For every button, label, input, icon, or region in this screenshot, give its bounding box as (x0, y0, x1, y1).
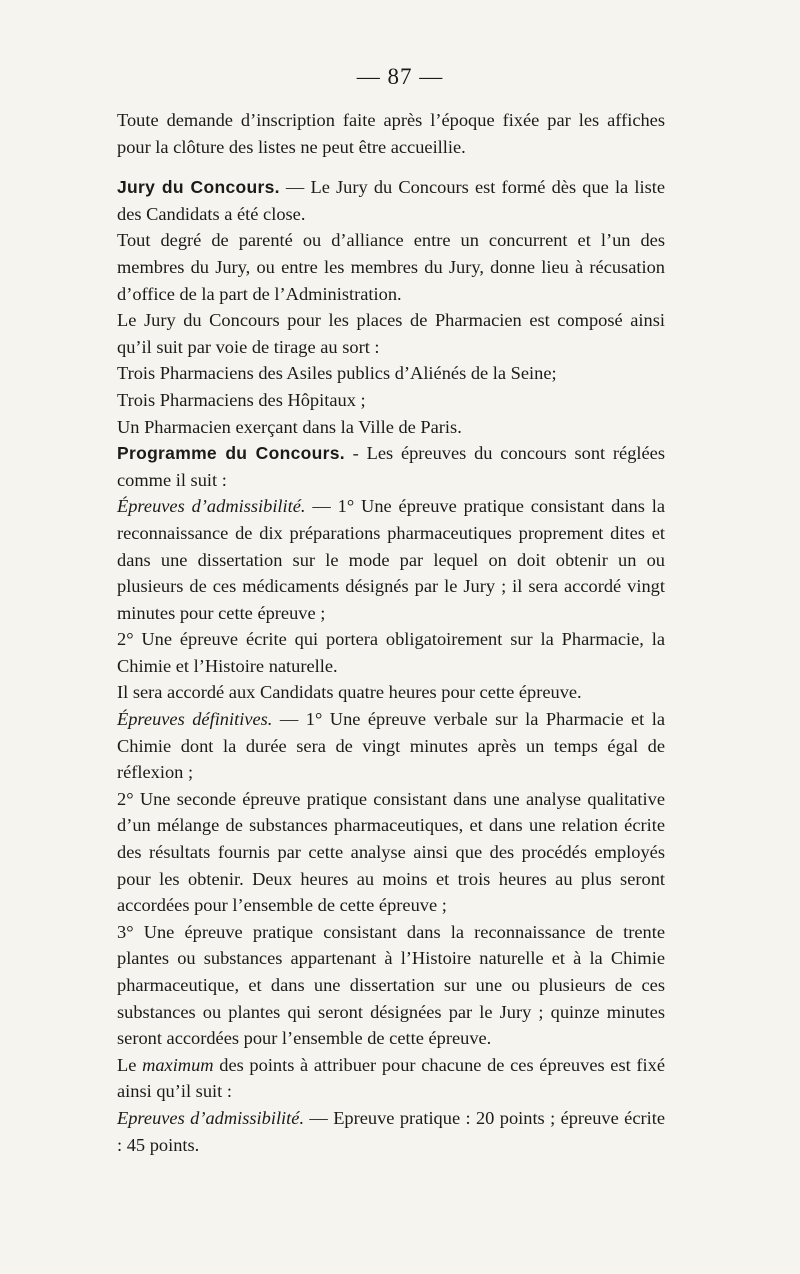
paragraph: Tout degré de parenté ou d’alliance entre un concurrent et l’un des membres du Jury, ou entre les membres du Jury, donne lieu à récusation d’office de la part de l’Administration. (117, 230, 665, 304)
italic-word: maximum (142, 1054, 214, 1075)
admissibilite-paragraph (117, 493, 665, 626)
paragraph: 2° Une seconde épreuve pratique consistant dans une analyse qualitative d’un mélange de substances pharmaceutiques, et dans une relation écrite des résultats fournis par cette analyse ainsi que des procédés employés pour les obtenir. Deux heures au moins et trois heures au plus seront accordées pour l’ensemble de cette épreuve ; (117, 788, 665, 916)
paragraph-text: — 1° Une épreuve verbale sur la Pharmacie et la Chimie dont la durée sera de vingt minutes après un temps égal de réflexion ; (117, 709, 665, 783)
paragraph: Un Pharmacien exerçant dans la Ville de Paris. (117, 416, 462, 437)
paragraph: Toute demande d’inscription faite après l’époque fixée par les affiches pour la clôture des listes ne peut être accueillie. (117, 110, 665, 157)
maximum-paragraph (117, 1052, 665, 1105)
body-text (117, 107, 665, 1158)
points-paragraph (117, 1105, 665, 1158)
jury-paragraph (117, 174, 665, 227)
paragraph: Il sera accordé aux Candidats quatre heures pour cette épreuve. (117, 682, 582, 703)
section-heading-jury: Jury du Concours. (117, 177, 280, 198)
paragraph-text: — 1° Une épreuve pratique consistant dans la reconnaissance de dix préparations pharmaceutiques proprement dites et dans une dissertation sur le mode par lequel on doit obtenir un ou plusieurs de ces médicaments désignés par le Jury ; il sera accordé vingt minutes pour cette épreuve ; (117, 496, 665, 623)
paragraph-text: — Le Jury du Concours est formé dès que la liste des Candidats a été close. (117, 177, 666, 224)
paragraph: Trois Pharmaciens des Hôpitaux ; (117, 389, 366, 410)
programme-paragraph (117, 440, 665, 493)
paragraph: Trois Pharmaciens des Asiles publics d’Aliénés de la Seine; (117, 363, 557, 384)
definitives-paragraph (117, 706, 665, 786)
page-number: — 87 — (356, 64, 444, 89)
paragraph: 2° Une épreuve écrite qui portera obligatoirement sur la Pharmacie, la Chimie et l’Histoire naturelle. (117, 629, 665, 676)
paragraph-text: — Epreuve pratique : 20 points ; épreuve écrite : 45 points. (117, 1107, 665, 1155)
paragraph-text: des points à attribuer pour chacune de ces épreuves est fixé ainsi qu’il suit : (117, 1054, 665, 1102)
italic-label: Epreuves d’admissibilité. (117, 1107, 305, 1128)
paragraph: Le Jury du Concours pour les places de Pharmacien est composé ainsi qu’il suit par voie de tirage au sort : (117, 310, 665, 357)
paragraph-text: - Les épreuves du concours sont réglées comme il suit : (117, 443, 665, 490)
paragraph: 3° Une épreuve pratique consistant dans la reconnaissance de trente plantes ou substances appartenant à l’Histoire naturelle et à la Chimie pharmaceutique, et dans une dissertation sur une ou plusieurs de ces substances ou plantes qui seront désignées par le Jury ; quinze minutes seront accordées pour l’ensemble de cette épreuve. (117, 921, 665, 1049)
italic-label: Épreuves définitives. (117, 709, 273, 730)
italic-label: Épreuves d’admissibilité. (117, 496, 306, 517)
paragraph-text: Le (117, 1054, 143, 1075)
section-heading-programme: Programme du Concours. (117, 443, 345, 464)
